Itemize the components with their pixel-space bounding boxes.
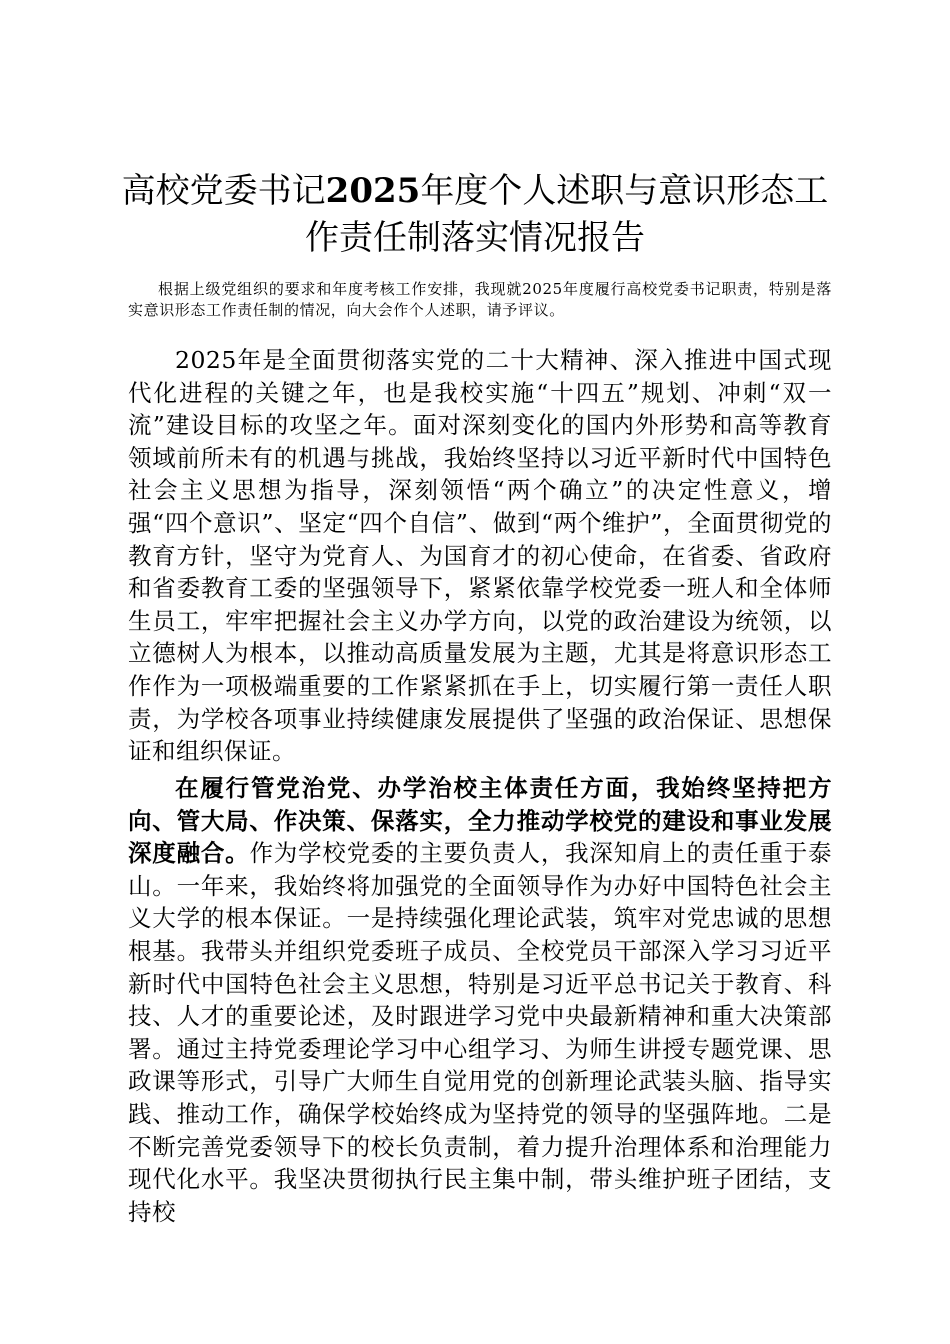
title-part2: 年度个人述职与意识形态工作责任制落实情况报告 (305, 171, 829, 258)
document-title (120, 168, 830, 262)
paragraph-2-body: 作为学校党委的主要负责人，我深知肩上的责任重于泰山。一年来，我始终将加强党的全面领导作为办好中国特色社会主义大学的根本保证。一是持续强化理论武装，筑牢对党忠诚的思想根基。我带头并组织党委班子成员、全校党员干部深入学习习近平新时代中国特色社会主义思想，特别是习近平总书记关于教育、科技、人才的重要论述，及时跟进学习党中央最新精神和重大决策部署。通过主持党委理论学习中心组学习、为师生讲授专题党课、思政课等形式，引导广大师生自觉用党的创新理论武装头脑、指导实践、推动工作，确保学校始终成为坚持党的领导的坚强阵地。二是不断完善党委领导下的校长负责制，着力提升治理体系和治理能力现代化水平。我坚决贯彻执行民主集中制，带头维护班子团结，支持校 (128, 839, 833, 1226)
intro-paragraph: 根据上级党组织的要求和年度考核工作安排，我现就2025年度履行高校党委书记职责，特别是落实意识形态工作责任制的情况，向大会作个人述职，请予评议。 (128, 280, 832, 319)
title-part1: 高校党委书记 (121, 171, 326, 211)
body-paragraph-2 (128, 772, 832, 1228)
body-paragraph-1: 2025年是全面贯彻落实党的二十大精神、深入推进中国式现代化进程的关键之年，也是我校实施“十四五”规划、冲刺“双一流”建设目标的攻坚之年。面对深刻变化的国内外形势和高等教育领域前所未有的机遇与挑战，我始终坚持以习近平新时代中国特色社会主义思想为指导，深刻领悟“两个确立”的决定性意义，增强“四个意识”、坚定“四个自信”、做到“两个维护”，全面贯彻党的教育方针，坚守为党育人、为国育才的初心使命，在省委、省政府和省委教育工委的坚强领导下，紧紧依靠学校党委一班人和全体师生员工，牢牢把握社会主义办学方向，以党的政治建设为统领，以立德树人为根本，以推动高质量发展为主题，尤其是将意识形态工作作为一项极端重要的工作紧紧抓在手上，切实履行第一责任人职责，为学校各项事业持续健康发展提供了坚强的政治保证、思想保证和组织保证。 (128, 346, 832, 766)
title-year: 2025 (325, 171, 421, 211)
paragraph-2-lead: 在履行管党治党、办学治校主体责任方面，我始终坚持把方向、管大局、作决策、保落实，全力推动学校党的建设和事业发展深度融合。 (128, 774, 832, 868)
